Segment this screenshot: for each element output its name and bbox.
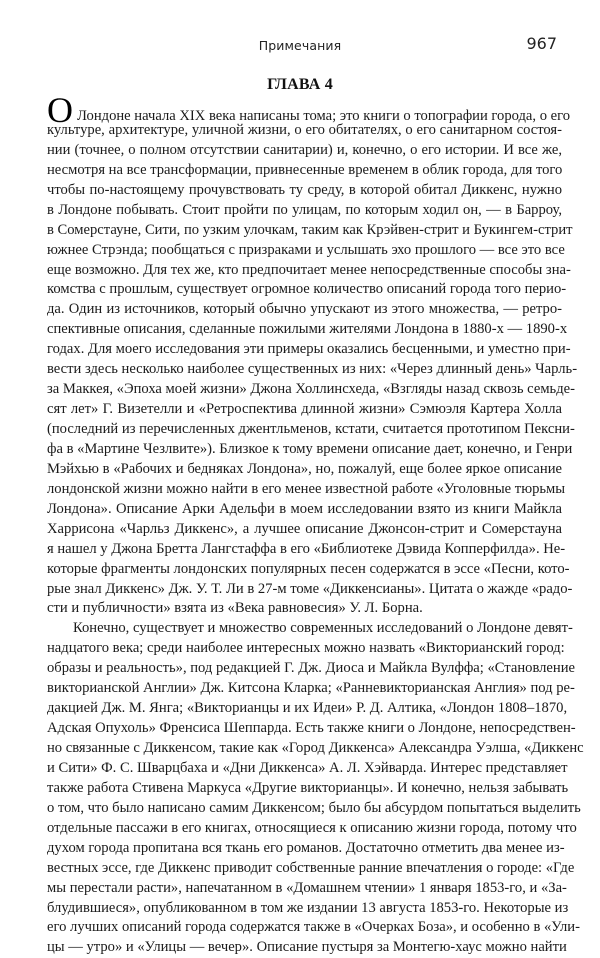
text-line: еще возможно. Для тех же, кто предпочитает менее непосредственные способы зна- xyxy=(47,261,571,278)
text-line: в Лондоне побывать. Стоит пройти по улицам, по которым ходил он, — в Барроу, xyxy=(47,201,562,218)
paragraph xyxy=(47,619,584,958)
text-line: годах. Для моего исследования эти примеры оказались бесценными, и уместно при- xyxy=(47,341,571,358)
text-line: надцатого века; среди наиболее интересных можно назвать «Викторианский город: xyxy=(47,640,565,657)
text-line: в Сомерстауне, Сити, по узким улочкам, таким как Крэйвен-стрит и Букингем-стрит xyxy=(47,221,573,238)
paragraph xyxy=(47,90,578,619)
text-line: духом города пропитана вся ткань его романов. Достаточно отметить два менее из- xyxy=(47,839,565,856)
text-line: вестных эссе, где Диккенс приводит собственные ранние впечатления о городе: «Где xyxy=(47,859,575,876)
text-line: лондонской жизни можно найти в его менее известной работе «Уголовные тюрьмы xyxy=(47,480,566,497)
text-line: Лондона». Описание Арки Адельфи в моем исследовании взято из книги Майкла xyxy=(47,500,562,517)
text-line: мы перестали расти», напечатанном в «Домашнем чтении» 1 января 1853-го, и «За- xyxy=(47,879,567,896)
running-head xyxy=(0,34,600,54)
text-line: чтобы по-настоящему прочувствовать ту среду, в которой обитал Диккенс, нужно xyxy=(47,181,562,198)
text-line: дакцией Дж. М. Янга; «Викторианцы и их Идеи» Р. Д. Алтика, «Лондон 1808–1870, xyxy=(47,700,568,717)
text-line: несмотря на все трансформации, привнесенные временем в облик города, для того xyxy=(47,161,563,178)
text-line: сят лет» Г. Визетелли и «Ретроспектива длинной жизни» Сэмюэля Картера Холла xyxy=(47,401,562,418)
text-line: Адская Опухоль» Френсиса Шеппарда. Есть также книги о Лондоне, непосредствен- xyxy=(47,720,576,737)
text-line: да. Один из источников, который обычно упускают из этого множества, — ретро- xyxy=(47,301,562,318)
text-line: культуре, архитектуре, уличной жизни, о его обитателях, о его санитарном состоя- xyxy=(47,121,562,138)
running-title: Примечания xyxy=(258,38,342,53)
text-line: вести здесь несколько наиболее существенных из них: «Через длинный день» Чарль- xyxy=(47,361,578,378)
text-line: рые знал Диккенс» Дж. У. Т. Ли в 27-м томе «Диккенсианы». Цитата о жажде «радо- xyxy=(47,580,573,597)
text-line: за Маккея, «Эпоха моей жизни» Джона Холлинсхеда, «Взгляды назад сквозь семьде- xyxy=(47,381,575,398)
text-line: его лучших описаний города содержатся также в «Очерках Боза», и особенно в «Ули- xyxy=(47,919,580,936)
text-line: викторианской Англии» Дж. Китсона Кларка; «Ранневикторианская Англия» под ре- xyxy=(47,680,575,697)
text-line: но связанные с Диккенсом, такие как «Город Диккенса» Александра Уэлша, «Диккенс xyxy=(47,740,584,756)
text-line: (последний из перечисленных джентльменов, кстати, считается прототипом Пексни- xyxy=(47,421,575,437)
text-line: блудившиеся», опубликованном в том же издании 13 августа 1853-го. Некоторые из xyxy=(47,899,569,916)
text-line: также работа Стивена Маркуса «Другие викторианцы». И конечно, нельзя забывать xyxy=(47,779,569,796)
text-line: фа в «Мартине Чезлвите»). Близкое к тому времени описание дает, конечно, и Генри xyxy=(47,440,573,457)
text-line: нии (точнее, о полном отсутствии санитарии) и, конечно, о его истории. И все же, xyxy=(47,141,562,158)
text-line-content: Лондоне начала XIX века написаны тома; это книги о топографии города, о его xyxy=(77,108,571,124)
text-line: я нашел у Джона Бретта Лангстаффа в его «Библиотеке Дэвида Копперфилда». Не- xyxy=(47,540,566,557)
text-line: комства с прошлым, существует огромное количество описаний города того перио- xyxy=(47,281,567,298)
text-line: которые фрагменты лондонских популярных песен содержатся в эссе «Песни, кото- xyxy=(47,560,570,577)
page-number: 967 xyxy=(526,34,557,53)
text-line: образы и реальность», под редакцией Г. Дж. Диоса и Майкла Вулффа; «Становление xyxy=(47,660,576,677)
chapter-title: ГЛАВА 4 xyxy=(267,76,333,93)
text-line: отдельные пассажи в его книгах, относящиеся к описанию жизни города, потому что xyxy=(47,819,577,836)
text-line: сти и публичности» взята из «Века равновесия» У. Л. Борна. xyxy=(47,600,423,617)
body-text xyxy=(47,90,584,958)
text-line: цы — утро» и «Улицы — вечер». Описание пустыря за Монтегю-хаус можно найти xyxy=(47,939,567,956)
drop-cap: О xyxy=(47,90,73,130)
text-line: спективные описания, сделанные пожилыми жителями Лондона в 1880-х — 1890-х xyxy=(47,321,568,338)
text-line: Конечно, существует и множество современных исследований о Лондоне девят- xyxy=(73,620,573,637)
text-line: и Сити» Ф. С. Шварцбаха и «Дни Диккенса» А. Л. Хэйварда. Интерес представляет xyxy=(47,759,568,776)
text-line: южнее Стрэнда; пообщаться с призраками и услышать эхо прошлого — все это все xyxy=(47,241,565,258)
text-line: Харрисона «Чарльз Диккенс», а лучшее описание Джонсон-стрит и Сомерстауна xyxy=(47,520,562,537)
text-line: о том, что было написано самим Диккенсом; было бы абсурдом попытаться выделить xyxy=(47,799,581,816)
text-line: Мэйхью в «Рабочих и бедняках Лондона», но, пожалуй, еще более яркое описание xyxy=(47,460,562,477)
